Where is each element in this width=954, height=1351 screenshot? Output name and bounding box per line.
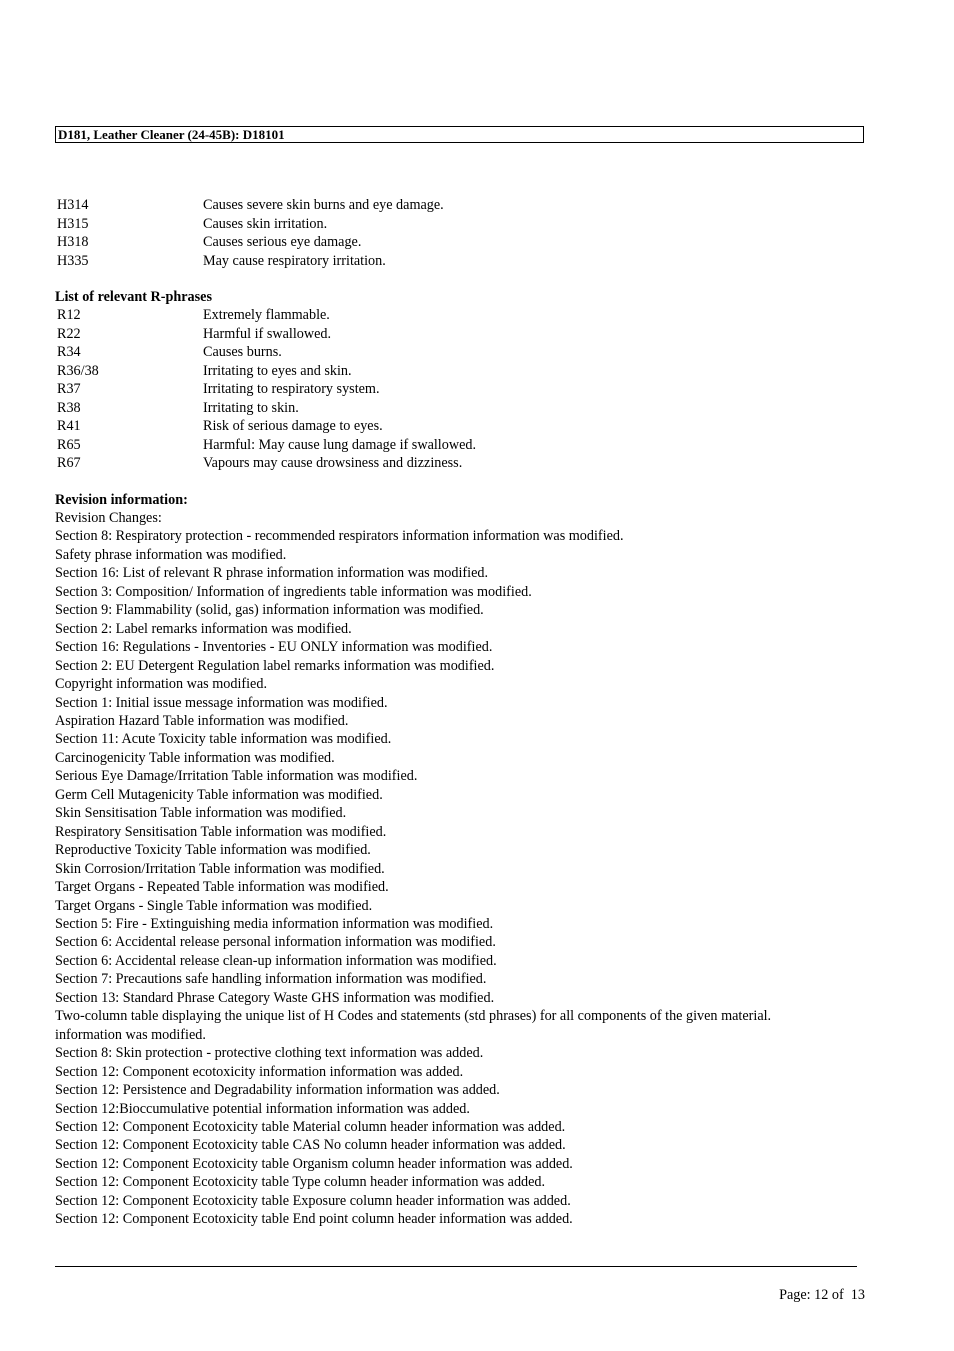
revision-change-line: Skin Sensitisation Table information was modified. [55, 805, 347, 822]
revision-change-line: Respiratory Sensitisation Table information was modified. [55, 823, 387, 840]
revision-change-line: Section 16: Regulations - Inventories - EU ONLY information was modified. [55, 639, 493, 656]
revision-change-line: Section 9: Flammability (solid, gas) information information was modified. [55, 602, 484, 619]
r-phrase-row [57, 325, 476, 344]
h-statement-row [57, 215, 444, 234]
footer-divider [55, 1266, 857, 1267]
h-phrase: May cause respiratory irritation. [203, 252, 386, 269]
r-phrases-table [57, 306, 476, 473]
revision-change-line: Two-column table displaying the unique list of H Codes and statements (std phrases) for all components of the given material. information was modified. [55, 1008, 772, 1043]
page-number: Page: 12 of 13 [779, 1287, 865, 1303]
revision-change-line: Target Organs - Repeated Table information was modified. [55, 879, 389, 896]
h-statements-table [57, 196, 444, 270]
revision-changes-list [55, 509, 825, 1229]
h-code: H315 [57, 215, 89, 232]
revision-change-line: Section 12: Component ecotoxicity information information was added. [55, 1063, 464, 1080]
h-phrase: Causes skin irritation. [203, 215, 328, 232]
revision-change-line: Section 2: EU Detergent Regulation label remarks information was modified. [55, 657, 495, 674]
r-phrase: Irritating to respiratory system. [203, 381, 380, 397]
r-code: R67 [57, 455, 81, 471]
r-code: R34 [57, 344, 81, 360]
r-phrase: Harmful: May cause lung damage if swallowed. [203, 436, 477, 453]
r-phrase: Irritating to skin. [203, 399, 299, 416]
r-phrase-row [57, 454, 476, 473]
h-statement-row [57, 252, 444, 271]
r-phrase: Causes burns. [203, 344, 282, 360]
revision-change-line: Section 11: Acute Toxicity table information was modified. [55, 731, 392, 748]
revision-change-line: Section 12: Component Ecotoxicity table Exposure column header information was added. [55, 1192, 571, 1209]
revision-change-line: Skin Corrosion/Irritation Table information was modified. [55, 860, 385, 877]
r-phrase-row [57, 343, 476, 362]
revision-change-line: Section 6: Accidental release personal information information was modified. [55, 934, 496, 951]
revision-change-line: Section 3: Composition/ Information of ingredients table information was modified. [55, 583, 532, 600]
revision-change-line: Section 13: Standard Phrase Category Waste GHS information was modified. [55, 989, 495, 1006]
h-statement-row [57, 196, 444, 215]
h-phrase: Causes severe skin burns and eye damage. [203, 197, 444, 213]
r-code: R37 [57, 381, 81, 397]
r-phrase: Extremely flammable. [203, 307, 330, 323]
revision-change-line: Carcinogenicity Table information was modified. [55, 749, 335, 766]
revision-heading: Revision information: [55, 492, 188, 508]
revision-change-line: Aspiration Hazard Table information was modified. [55, 712, 349, 729]
r-phrase: Irritating to eyes and skin. [203, 362, 352, 379]
r-phrase: Harmful if swallowed. [203, 325, 332, 342]
revision-change-line: Section 12: Component Ecotoxicity table Material column header information was added. [55, 1118, 566, 1135]
r-phrases-heading: List of relevant R-phrases [55, 289, 212, 305]
document-title: D181, Leather Cleaner (24-45B): D18101 [58, 127, 285, 142]
revision-change-line: Revision Changes: [55, 510, 162, 526]
r-code: R38 [57, 399, 81, 416]
h-phrase: Causes serious eye damage. [203, 234, 362, 250]
r-phrase-row [57, 399, 476, 418]
revision-change-line: Section 12: Component Ecotoxicity table Type column header information was added. [55, 1174, 546, 1191]
revision-change-line: Serious Eye Damage/Irritation Table information was modified. [55, 768, 418, 785]
r-code: R22 [57, 325, 81, 342]
r-phrase-row [57, 436, 476, 455]
revision-change-line: Germ Cell Mutagenicity Table information was modified. [55, 786, 383, 803]
revision-change-line: Section 2: Label remarks information was modified. [55, 620, 352, 637]
r-phrase: Vapours may cause drowsiness and dizziness. [203, 455, 463, 471]
revision-change-line: Section 6: Accidental release clean-up information information was modified. [55, 952, 497, 969]
r-phrase-row [57, 306, 476, 325]
r-code: R41 [57, 418, 81, 434]
r-code: R65 [57, 436, 81, 453]
r-phrase-row [57, 417, 476, 436]
revision-change-line: Section 8: Skin protection - protective clothing text information was added. [55, 1045, 484, 1062]
revision-change-line: Copyright information was modified. [55, 676, 267, 693]
revision-change-line: Section 8: Respiratory protection - recommended respirators information information was modified. [55, 528, 624, 545]
revision-change-line: Section 5: Fire - Extinguishing media information information was modified. [55, 915, 494, 932]
revision-change-line: Section 12: Persistence and Degradability information information was added. [55, 1082, 500, 1099]
revision-change-line: Section 12: Component Ecotoxicity table End point column header information was added. [55, 1211, 573, 1228]
revision-change-line: Section 7: Precautions safe handling information information was modified. [55, 971, 487, 988]
revision-change-line: Target Organs - Single Table information was modified. [55, 897, 373, 914]
r-phrase-row [57, 380, 476, 399]
r-code: R12 [57, 307, 81, 323]
h-code: H335 [57, 252, 89, 269]
document-header [55, 126, 864, 143]
r-code: R36/38 [57, 362, 99, 379]
r-phrase: Risk of serious damage to eyes. [203, 418, 383, 434]
revision-change-line: Section 16: List of relevant R phrase information information was modified. [55, 565, 489, 582]
h-code: H314 [57, 197, 89, 213]
revision-change-line: Section 1: Initial issue message information was modified. [55, 694, 388, 711]
revision-change-line: Safety phrase information was modified. [55, 546, 287, 563]
revision-change-line: Section 12:Bioccumulative potential information information was added. [55, 1100, 470, 1117]
h-code: H318 [57, 234, 89, 250]
h-statement-row [57, 233, 444, 252]
revision-change-line: Section 12: Component Ecotoxicity table Organism column header information was added. [55, 1155, 573, 1172]
revision-change-line: Reproductive Toxicity Table information was modified. [55, 842, 371, 859]
revision-change-line: Section 12: Component Ecotoxicity table CAS No column header information was added. [55, 1137, 566, 1154]
r-phrase-row [57, 362, 476, 381]
